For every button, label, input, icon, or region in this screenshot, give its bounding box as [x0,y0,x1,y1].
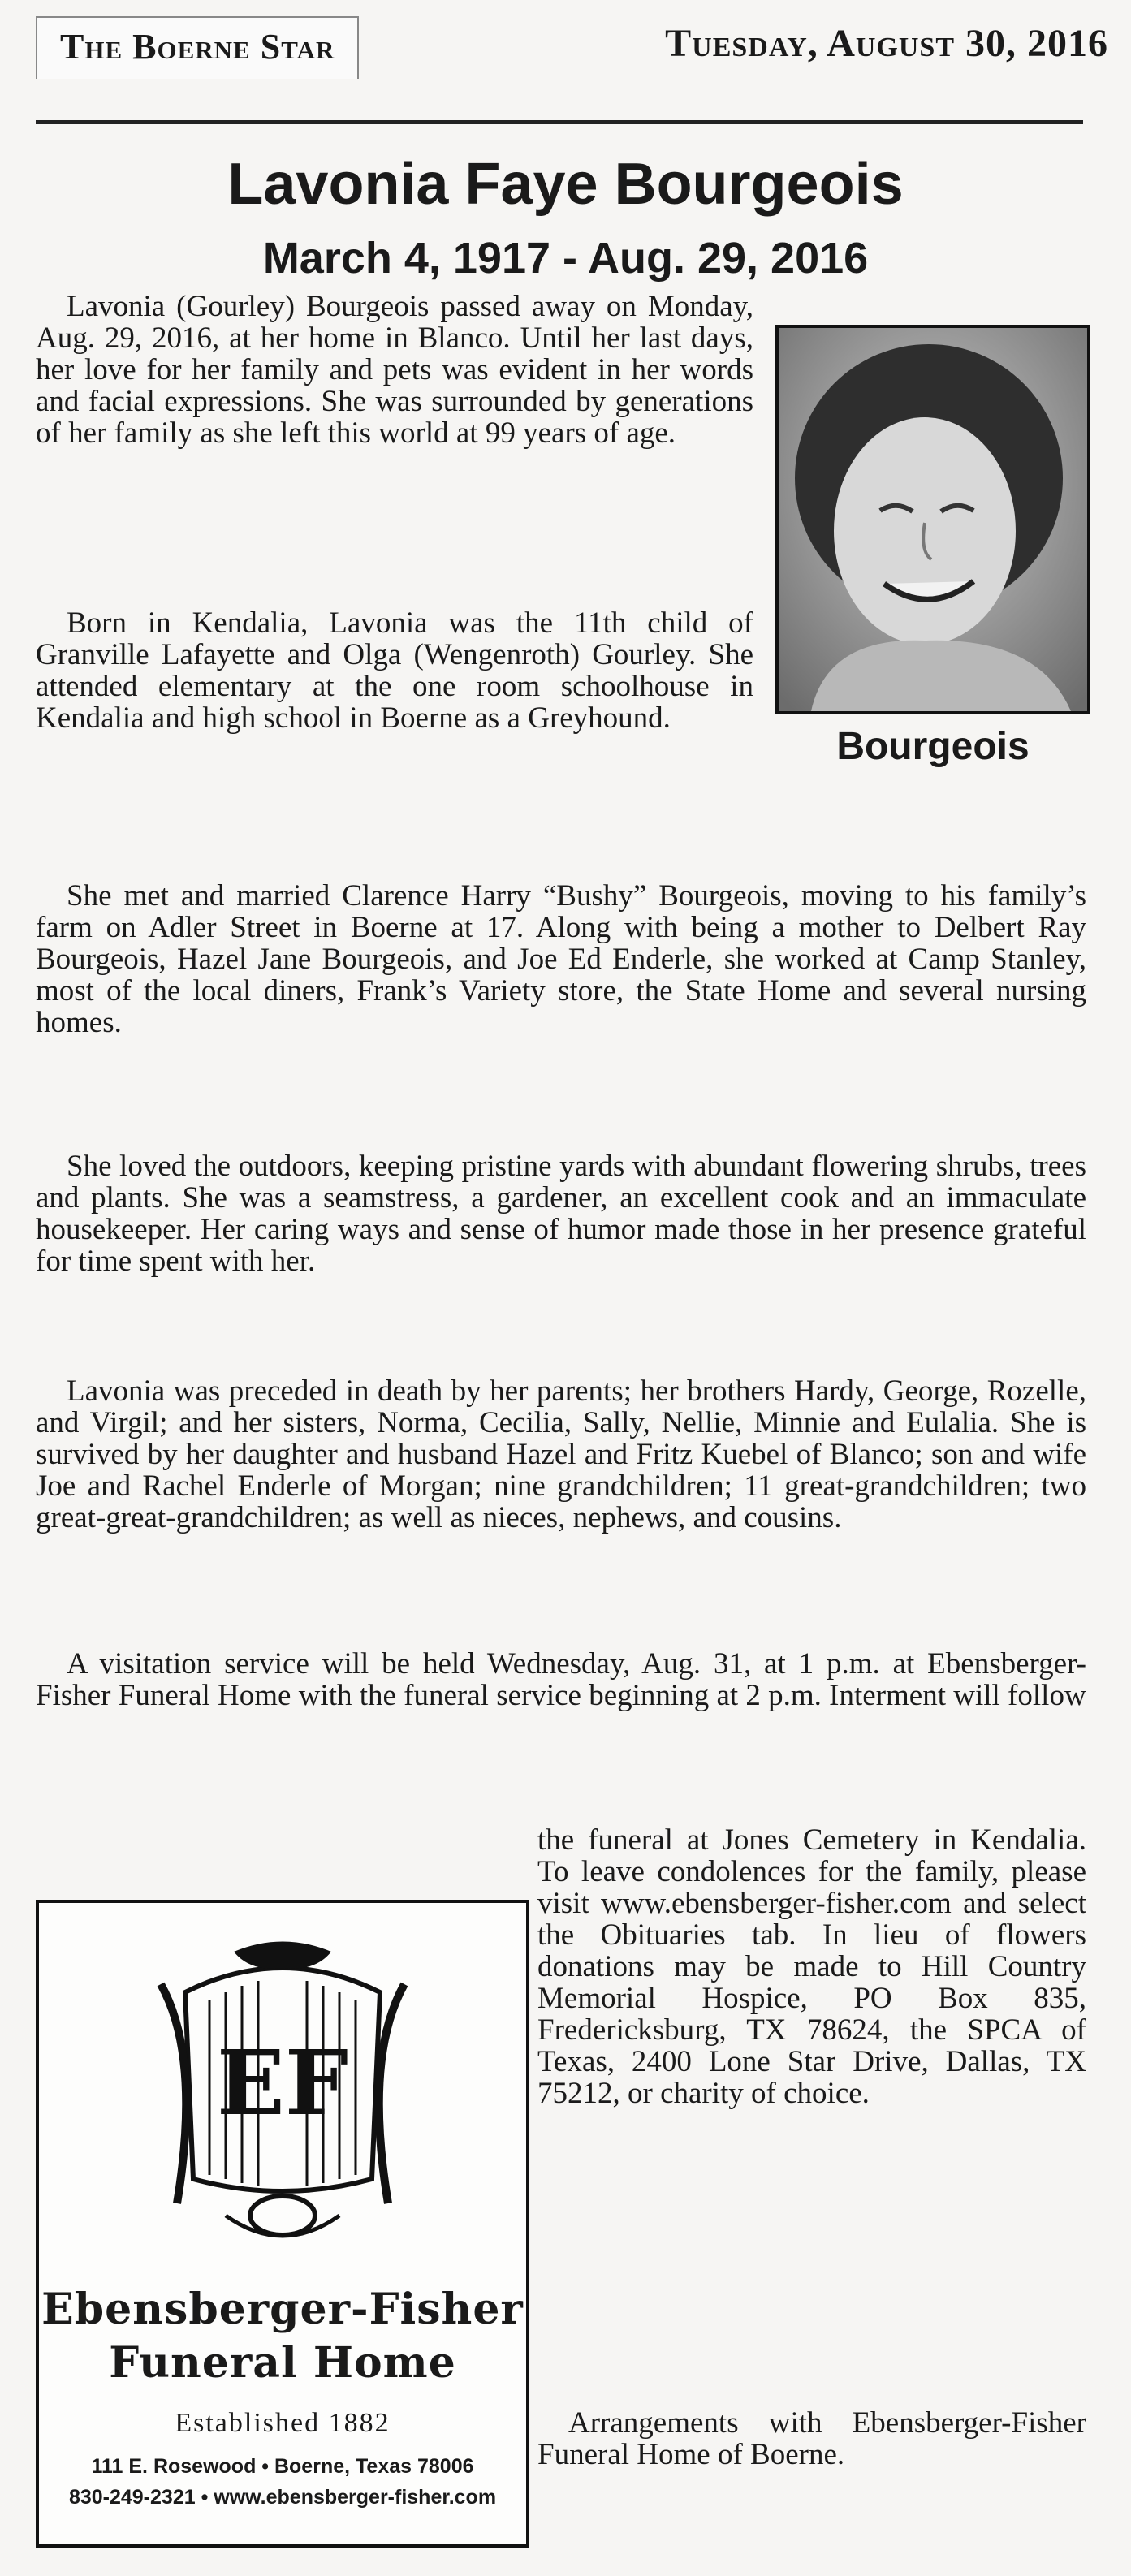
obituary-name: Lavonia Faye Bourgeois [227,152,904,217]
portrait-photo [775,325,1090,714]
newspaper-name: The Boerne Star [36,16,359,79]
obituary-paragraph-2: Born in Kendalia, Lavonia was the 11th child of Granville Lafayette and Olga (Wengenroth) Gourley. She attended elementary at the one room schoolhouse in Kendalia and high school in Boerne as a Greyhound. [36,606,753,735]
issue-date: Tuesday, August 30, 2016 [665,22,1108,65]
funeral-home-contact: 830-249-2321 • www.ebensberger-fisher.com [68,2486,497,2509]
funeral-home-name [39,2283,526,2390]
established-line: Established 1882 [175,2408,391,2438]
obituary-paragraph-7: Arrangements with Ebensberger-Fisher Funeral Home of Boerne. [537,2406,1086,2471]
funeral-home-crest-icon [153,1935,412,2268]
obituary-paragraph-3: She met and married Clarence Harry “Bushy” Bourgeois, moving to his family’s farm on Adler Street in Boerne at 17. Along with being a mother to Delbert Ray Bourgeois, Hazel Jane Bourgeois, and Joe Ed Enderle, she worked at Camp Stanley, most of the local diners, Frank’s Variety store, the State Home and several nursing homes. [36,879,1086,1039]
obituary-paragraph-5: Lavonia was preceded in death by her parents; her brothers Hardy, George, Rozelle, and Virgil; and her sisters, Norma, Cecilia, Sally, Nellie, Minnie and Eulalia. She is survived by her daughter and husband Hazel and Fritz Kuebel of Blanco; son and wife Joe and Rachel Enderle of Morgan; nine grandchildren; 11 great-grandchildren; two great-great-grandchildren; as well as nieces, nephews, and cousins. [36,1374,1086,1534]
funeral-home-name-line-2: Funeral Home [109,2338,456,2388]
life-dates: March 4, 1917 - Aug. 29, 2016 [262,234,869,283]
portrait-image [779,328,1087,711]
crest-monogram: EF [217,2030,348,2135]
obituary-paragraph-4: She loved the outdoors, keeping pristine yards with abundant flowering shrubs, trees and plants. She was a seamstress, a gardener, an excellent cook and an immaculate housekeeper. Her caring ways and sense of humor made those in her presence grateful for time spent with her. [36,1150,1086,1278]
funeral-home-ad [36,1900,529,2548]
funeral-home-name-line-1: Ebensberger-Fisher [41,2285,524,2334]
obituary-paragraph-6-continued: the funeral at Jones Cemetery in Kendalia. To leave condolences for the family, please visit www.ebensberger-fisher.com and select the Obituaries tab. In lieu of flowers donations may be made to Hill Country Memorial Hospice, PO Box 835, Fredericksburg, TX 78624, the SPCA of Texas, 2400 Lone Star Drive, Dallas, TX 75212, or charity of choice. [537,1823,1086,2110]
funeral-home-address: 111 E. Rosewood • Boerne, Texas 78006 [91,2455,474,2478]
obituary-paragraph-1: Lavonia (Gourley) Bourgeois passed away on Monday, Aug. 29, 2016, at her home in Blanco. Until her last days, her love for her family and pets was evident in her words and facial expressions. She was surrounded by generations of her family as she left this world at 99 years of age. [36,290,753,450]
photo-caption: Bourgeois [836,725,1030,768]
obituary-paragraph-6: A visitation service will be held Wednesday, Aug. 31, at 1 p.m. at Ebensberger-Fisher Funeral Home with the funeral service beginning at 2 p.m. Interment will follow [36,1647,1086,1712]
